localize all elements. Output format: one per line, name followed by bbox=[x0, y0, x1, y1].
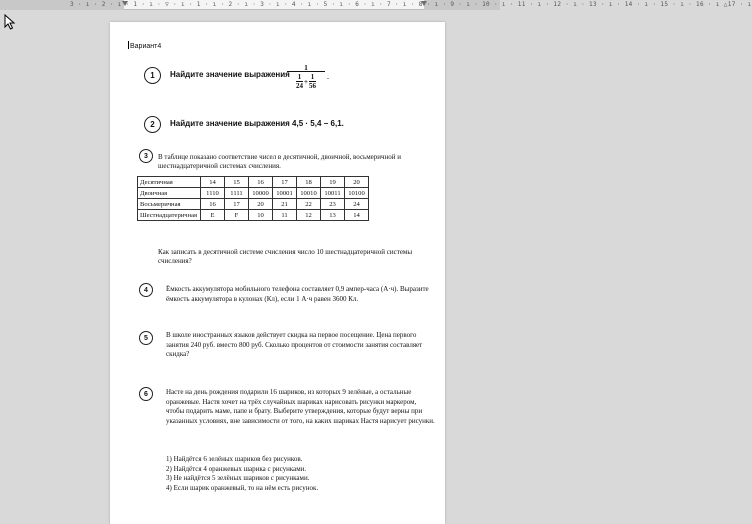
fraction-plus: + bbox=[304, 77, 308, 86]
table-row bbox=[138, 188, 369, 199]
fraction-b bbox=[309, 73, 316, 90]
table-cell: 15 bbox=[225, 177, 249, 188]
table-cell: 21 bbox=[273, 199, 297, 210]
task-number-6: 6 bbox=[139, 387, 153, 401]
table-row bbox=[138, 210, 369, 221]
table-cell: 16 bbox=[249, 177, 273, 188]
task-number-2: 2 bbox=[144, 116, 161, 133]
task-3-question: Как записать в десятичной системе счисления число 10 шестнадцатеричной системы счисления? bbox=[158, 248, 413, 265]
right-indent-marker[interactable] bbox=[421, 1, 427, 6]
table-cell: 24 bbox=[345, 199, 369, 210]
fraction-b-num: 1 bbox=[310, 73, 315, 81]
table-cell: 10 bbox=[249, 210, 273, 221]
task-1-text: Найдите значение выражения bbox=[170, 70, 290, 79]
table-row-label: Десятичная bbox=[138, 177, 201, 188]
table-cell: 12 bbox=[297, 210, 321, 221]
table-cell: 10100 bbox=[345, 188, 369, 199]
document-page[interactable] bbox=[110, 22, 445, 524]
table-cell: E bbox=[201, 210, 225, 221]
task-6-options bbox=[166, 455, 436, 493]
table-cell: 1111 bbox=[225, 188, 249, 199]
table-cell: 17 bbox=[273, 177, 297, 188]
table-cell: 13 bbox=[321, 210, 345, 221]
table-cell: 23 bbox=[321, 199, 345, 210]
table-cell: 10000 bbox=[249, 188, 273, 199]
variant-heading bbox=[128, 41, 161, 50]
task-number-3: 3 bbox=[139, 149, 153, 163]
table-row bbox=[138, 199, 369, 210]
fraction-denominator bbox=[296, 73, 316, 90]
table-cell: 10010 bbox=[297, 188, 321, 199]
table-cell: 1110 bbox=[201, 188, 225, 199]
mouse-pointer-icon bbox=[4, 14, 16, 30]
task-number-1: 1 bbox=[144, 67, 161, 84]
option-2: 2) Найдётся 4 оранжевых шарика с рисунками. bbox=[166, 464, 307, 473]
fraction-a-num: 1 bbox=[297, 73, 302, 81]
task-number-4: 4 bbox=[139, 283, 153, 297]
text-caret bbox=[128, 41, 129, 49]
table-cell: 16 bbox=[201, 199, 225, 210]
table-row-label: Шестнадцатеричная bbox=[138, 210, 201, 221]
fraction-a bbox=[296, 73, 303, 90]
task-2-text: Найдите значение выражения 4,5 · 5,4 − 6,1. bbox=[170, 119, 344, 128]
table-cell: 14 bbox=[345, 210, 369, 221]
number-systems-table bbox=[137, 176, 369, 221]
table-cell: 20 bbox=[345, 177, 369, 188]
task-6-text: Насте на день рождения подарили 16 шариков, из которых 9 зелёные, а остальные оранжевые. Настя хочет на трёх случайных шариках нарисовать рисунки маркером, чтобы подарить маме, папе и брату. Выберите утверждения, которые будут верны при указанных условиях, вне зависимости от того, на каких шариках Настя нарисует рисунки. bbox=[166, 388, 435, 426]
table-cell: 18 bbox=[297, 177, 321, 188]
option-4: 4) Если шарик оранжевый, то на нём есть рисунок. bbox=[166, 483, 319, 492]
fraction-a-den: 24 bbox=[296, 82, 303, 90]
task-3-text: В таблице показано соответствие чисел в десятичной, двоичной, восьмеричной и шестнадцатеричной системах счисления. bbox=[158, 153, 402, 170]
table-cell: 17 bbox=[225, 199, 249, 210]
task-4-text: Ёмкость аккумулятора мобильного телефона составляет 0,9 ампер-часа (А·ч). Выразите ёмкость аккумулятора в кулонах (Кл), если 1 А·ч равен 3600 Кл. bbox=[166, 285, 429, 303]
horizontal-ruler[interactable] bbox=[0, 0, 752, 10]
fraction-b-den: 56 bbox=[309, 82, 316, 90]
task-number-5: 5 bbox=[139, 331, 153, 345]
table-cell: F bbox=[225, 210, 249, 221]
table-cell: 10011 bbox=[321, 188, 345, 199]
task-5-text: В школе иностранных языков действует скидка на первое посещение. Цена первого занятия 240 руб. вместо 800 руб. Сколько процентов от стоимости занятия составляет скидка? bbox=[166, 331, 423, 358]
ruler-scale: 3 · ı · 2 · ı · 1 · ı · ▽ · ı · 1 · ı · 2 · ı · 3 · ı · 4 · ı · 5 · ı · 6 · ı · 7 · ı · 8 · ı · 9 · ı · 10 · ı · 11 · ı · 12 · ı · 13 · ı · 14 · ı · 15 · ı · 16 · ı △17 · ı bbox=[70, 1, 752, 8]
table-cell: 11 bbox=[273, 210, 297, 221]
table-cell: 10001 bbox=[273, 188, 297, 199]
option-1: 1) Найдётся 6 зелёных шариков без рисунков. bbox=[166, 455, 303, 463]
table-cell: 14 bbox=[201, 177, 225, 188]
table-row-label: Двоичная bbox=[138, 188, 201, 199]
variant-label: Вариант4 bbox=[130, 43, 162, 50]
left-indent-marker[interactable] bbox=[122, 1, 128, 6]
option-3: 3) Не найдётся 5 зелёных шариков с рисунками. bbox=[166, 474, 310, 482]
table-row-label: Восьмеричная bbox=[138, 199, 201, 210]
fraction-period: . bbox=[327, 72, 329, 81]
table-row bbox=[138, 177, 369, 188]
task-1-fraction bbox=[287, 63, 325, 90]
table-cell: 19 bbox=[321, 177, 345, 188]
table-cell: 20 bbox=[249, 199, 273, 210]
fraction-numerator: 1 bbox=[287, 63, 325, 72]
table-cell: 22 bbox=[297, 199, 321, 210]
